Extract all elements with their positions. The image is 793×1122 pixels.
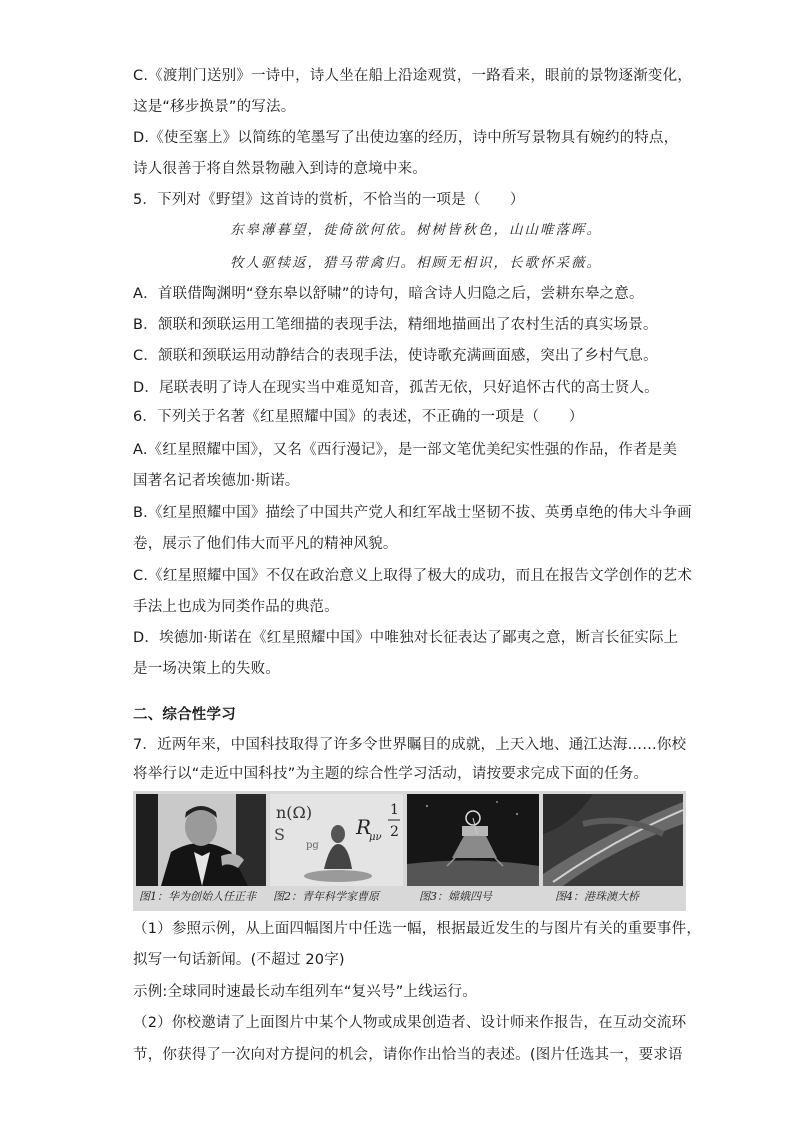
caption-photo-4: 图4：港珠澳大桥 <box>555 890 639 903</box>
formula-text-2-sub: μν <box>369 832 382 843</box>
question-6-option-d-line-1: D．埃德加·斯诺在《红星照耀中国》中唯独对长征表达了鄙夷之意，断言长征实际上 <box>133 630 679 646</box>
formula-text-6: pg <box>306 840 319 851</box>
question-6: 6．下列关于名著《红星照耀中国》的表述，不正确的一项是（ ） <box>133 409 584 425</box>
caption-photo-1: 图1：华为创始人任正非 <box>139 890 256 903</box>
formula-text-3: 1 <box>390 802 399 818</box>
question-6-option-c-line-1: C.《红星照耀中国》不仅在政治意义上取得了极大的成功，而且在报告文学创作的艺术 <box>133 568 693 584</box>
caption-photo-2: 图2：青年科学家曹原 <box>273 890 379 903</box>
poem-line-1: 东皋薄暮望，徙倚欲何依。树树皆秋色，山山唯落晖。 <box>230 222 602 238</box>
question-7-line-2: 将举行以“走近中国科技”为主题的综合性学习活动，请按要求完成下面的任务。 <box>133 766 649 782</box>
task-1-line-2: 拟写一句话新闻。(不超过 20字) <box>133 952 345 968</box>
task-2-line-2: 节，你获得了一次向对方提问的机会，请你作出恰当的表述。(图片任选其一，要求语 <box>133 1047 683 1063</box>
option-d-line-1: D.《使至塞上》以简练的笔墨写了出使边塞的经历，诗中所写景物具有婉约的特点， <box>133 130 679 146</box>
photo-hzmb-bridge <box>543 794 683 886</box>
question-6-option-a-line-2: 国著名记者埃德加·斯诺。 <box>133 473 300 489</box>
question-5-option-c: C．颔联和颈联运用动静结合的表现手法，使诗歌充满画面感，突出了乡村气息。 <box>133 348 658 364</box>
photo-change-4 <box>407 794 539 886</box>
formula-text-1: n(Ω) <box>276 803 313 822</box>
question-5-option-b: B．颔联和颈联运用工笔细描的表现手法，精细地描画出了农村生活的真实场景。 <box>133 317 658 333</box>
example-line: 示例:全球同时速最长动车组列车“复兴号”上线运行。 <box>133 984 477 1000</box>
task-2-line-1: （2）你校邀请了上面图片中某个人物或成果创造者、设计师来作报告，在互动交流环 <box>133 1015 687 1031</box>
photo-cao-yuan <box>270 794 403 886</box>
option-c-line-2: 这是“移步换景”的写法。 <box>133 99 296 115</box>
photo-ren-zhengfei <box>136 794 266 886</box>
option-d-line-2: 诗人很善于将自然景物融入到诗的意境中来。 <box>133 161 427 177</box>
question-6-option-a-line-1: A.《红星照耀中国》，又名《西行漫记》，是一部文笔优美纪实性强的作品，作者是美 <box>133 442 678 458</box>
question-6-option-b-line-2: 卷，展示了他们伟大而平凡的精神风貌。 <box>133 536 398 552</box>
caption-photo-3: 图3：嫦娥四号 <box>419 890 492 903</box>
question-6-option-b-line-1: B.《红星照耀中国》描绘了中国共产党人和红军战士坚韧不拔、英勇卓绝的伟大斗争画 <box>133 505 692 521</box>
question-5-option-d: D．尾联表明了诗人在现实当中难觅知音，孤苦无依，只好追怀古代的高士贤人。 <box>133 380 659 396</box>
poem-line-2: 牧人驱犊返，猎马带禽归。相顾无相识，长歌怀采薇。 <box>230 255 602 271</box>
task-1-line-1: （1）参照示例，从上面四幅图片中任选一幅，根据最近发生的与图片有关的重要事件， <box>133 921 702 937</box>
question-7-line-1: 7．近两年来，中国科技取得了许多令世界瞩目的成就，上天入地、通江达海……你校 <box>133 737 687 753</box>
question-5-option-a: A．首联借陶渊明“登东皋以舒啸”的诗句，暗含诗人归隐之后，尝耕东皋之意。 <box>133 286 644 302</box>
question-5: 5．下列对《野望》这首诗的赏析，不恰当的一项是（ ） <box>133 192 525 208</box>
section-heading-integrated-learning: 二、综合性学习 <box>133 707 236 723</box>
option-c-line-1: C.《渡荆门送别》一诗中，诗人坐在船上沿途观赏，一路看来，眼前的景物逐渐变化， <box>133 68 693 84</box>
formula-text-4: 2 <box>390 824 399 840</box>
formula-text-5: S <box>274 825 285 844</box>
question-6-option-d-line-2: 是一场决策上的失败。 <box>133 661 280 677</box>
question-6-option-c-line-2: 手法上也成为同类作品的典范。 <box>133 599 339 615</box>
photo-strip <box>133 791 686 911</box>
formula-text-2: R <box>356 815 372 839</box>
